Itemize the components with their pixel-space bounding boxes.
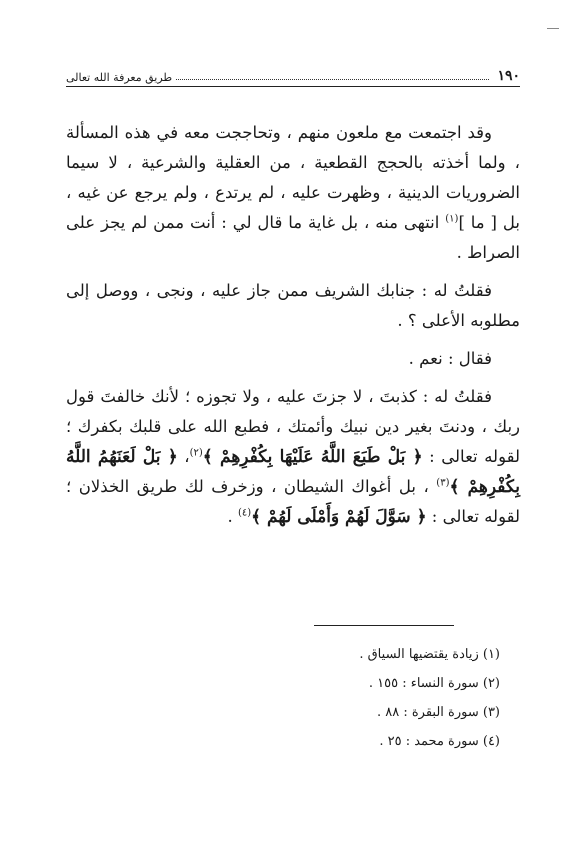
quran-verse-3: ﴿ سَوَّلَ لَهُمْ وَأَمْلَى لَهُمْ ﴾ xyxy=(251,507,427,527)
footnote-1: (١) زيادة يقتضيها السياق . xyxy=(359,647,500,662)
header-leader-dots xyxy=(176,79,489,80)
paragraph-4 xyxy=(66,382,520,532)
corner-mark xyxy=(547,28,559,29)
footnote-3: (٣) سورة البقرة : ٨٨ . xyxy=(376,705,500,720)
quran-verse-2: ﴿ بَلْ لَعَنَهُمُ اللَّهُ بِكُفْرِهِمْ ﴾ xyxy=(66,447,520,497)
header-rule xyxy=(66,86,520,87)
footnote-4: (٤) سورة محمد : ٢٥ . xyxy=(379,734,500,749)
footnotes xyxy=(66,640,500,756)
quran-verse-1: ﴿ بَلْ طَبَعَ اللَّهُ عَلَيْهَا بِكُفْرِهِمْ ﴾ xyxy=(202,447,423,467)
footnote-ref-3: (٣) xyxy=(436,477,450,489)
footnote-rule xyxy=(314,625,454,626)
footnote-ref-4: (٤) xyxy=(237,507,252,519)
paragraph-4-text-b: ، بل أغواك الشيطان ، وزخرف لك طريق الخذلان ؛ لقوله تعالى : xyxy=(66,477,520,526)
running-title: طريق معرفة الله تعالى xyxy=(66,71,173,84)
paragraph-2: فقلتُ له : جنابك الشريف ممن جاز عليه ، ونجى ، ووصل إلى مطلوبه الأعلى ؟ . xyxy=(66,281,520,330)
main-text xyxy=(66,118,520,540)
page-header xyxy=(66,62,520,84)
paragraph-3: فقال : نعم . xyxy=(408,349,492,368)
paragraph-4-end: . xyxy=(227,507,238,526)
footnote-2: (٢) سورة النساء : ١٥٥ . xyxy=(368,676,500,691)
paragraph-1-text-a: وقد اجتمعت مع ملعون منهم ، وتحاججت معه في هذه المسألة ، ولما أخذته بالحجج القطعية ، من العقلية والشرعية ، لا سيما الضروريات الدينية ، وظهرت عليه ، لم يرتدع ، ولم يرجع عن غيه ، بل [ ما ] xyxy=(66,123,520,232)
footnote-ref-1: (١) xyxy=(445,213,459,225)
footnote-ref-2: (٢) xyxy=(189,447,203,459)
paragraph-4-text-a: فقلتُ له : كذبتَ ، لا جزتَ عليه ، ولا تجوزه ؛ لأنك خالفتَ قول ربك ، ودنتَ بغير دين نبيك وأئمتك ، فطبع الله على قلبك بكفرك ؛ لقوله تعالى : xyxy=(66,387,520,466)
verse-separator: ، xyxy=(177,447,190,466)
paragraph-1-text-b: انتهى منه ، بل غاية ما قال لي : أنت ممن لم يجز على الصراط . xyxy=(66,213,520,262)
page-number: ١٩٠ xyxy=(497,68,520,84)
paragraph-1 xyxy=(66,118,520,268)
